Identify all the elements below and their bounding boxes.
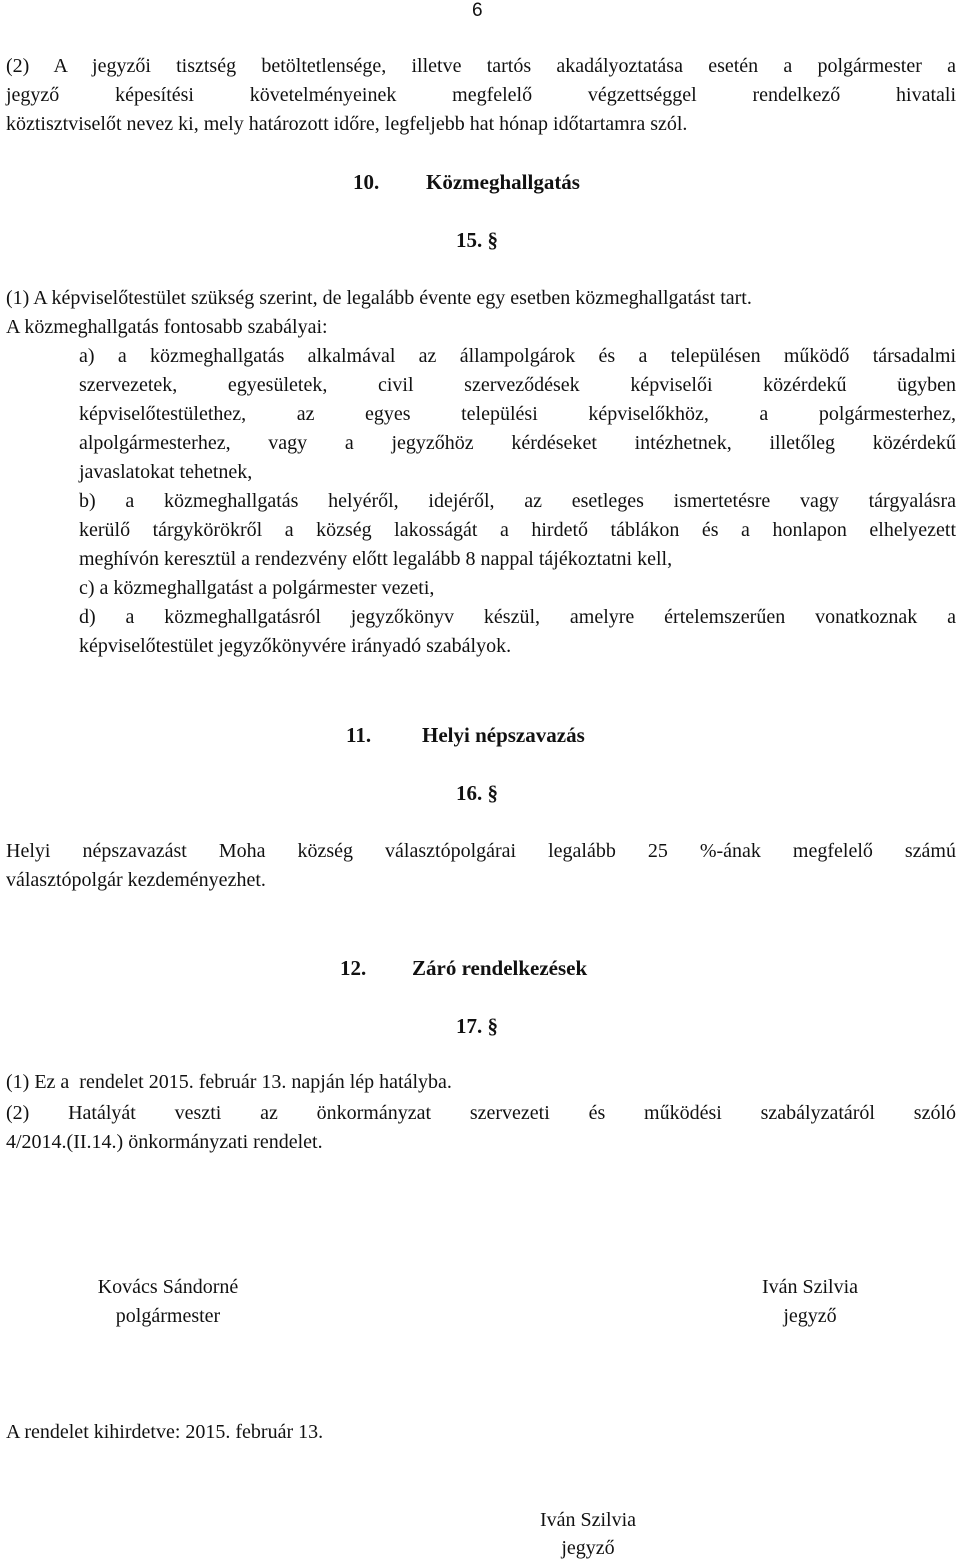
list-item-d-line-2: képviselőtestület jegyzőkönyvére irányadó szabályok. bbox=[79, 635, 512, 657]
ch10-line-2: A közmeghallgatás fontosabb szabályai: bbox=[6, 316, 328, 338]
intro-line-3: köztisztviselőt nevez ki, mely határozott időre, legfeljebb hat hónap időtartamra szól. bbox=[6, 113, 688, 135]
list-item-a-line-4: alpolgármesterhez, vagy a jegyzőhöz kérdéseket intézhetnek, illetőleg közérdekű bbox=[79, 432, 956, 454]
ch11-line-2: választópolgár kezdeményezhet. bbox=[6, 869, 266, 891]
list-item-a-line-5: javaslatokat tehetnek, bbox=[79, 461, 253, 483]
chapter-10-title: Közmeghallgatás bbox=[426, 170, 580, 194]
signature-left-role: polgármester bbox=[115, 1305, 221, 1327]
signature-left-name: Kovács Sándorné bbox=[97, 1276, 239, 1298]
ch12-line-3: 4/2014.(II.14.) önkormányzati rendelet. bbox=[6, 1131, 323, 1153]
signature-right-name: Iván Szilvia bbox=[761, 1276, 859, 1298]
list-item-b-line-3: meghívón keresztül a rendezvény előtt legalább 8 nappal tájékoztatni kell, bbox=[79, 548, 673, 570]
final-signature bbox=[518, 1508, 658, 1560]
signature-right-role: jegyző bbox=[783, 1305, 837, 1327]
chapter-10-number: 10. bbox=[353, 170, 380, 194]
ch11-line-1: Helyi népszavazást Moha község választópolgárai legalább 25 %-ának megfelelő számú bbox=[6, 840, 956, 862]
ch12-line-2: (2) Hatályát veszti az önkormányzat szervezeti és működési szabályzatáról szóló bbox=[6, 1102, 956, 1124]
intro-line-1: (2) A jegyzői tisztség betöltetlensége, illetve tartós akadályoztatása esetén a polgármester a bbox=[6, 55, 956, 77]
list-item-a-line-2: szervezetek, egyesületek, civil szerveződések képviselői közérdekű ügyben bbox=[79, 374, 956, 396]
chapter-12-title: Záró rendelkezések bbox=[412, 956, 588, 980]
page-number: 6 bbox=[472, 0, 483, 21]
final-signature-name: Iván Szilvia bbox=[539, 1509, 637, 1531]
list-item-b-line-2: kerülő tárgykörökről a község lakosságát a hirdető táblákon és a honlapon elhelyezett bbox=[79, 519, 956, 541]
list-item-d-line-1: d) a közmeghallgatásról jegyzőkönyv készül, amelyre értelemszerűen vonatkoznak a bbox=[79, 606, 956, 628]
list-item-b-line-1: b) a közmeghallgatás helyéről, idejéről, az esetleges ismertetésre vagy tárgyalásra bbox=[79, 490, 956, 512]
promulgation-line: A rendelet kihirdetve: 2015. február 13. bbox=[6, 1421, 324, 1443]
signature-right bbox=[740, 1275, 880, 1328]
signature-left bbox=[78, 1275, 258, 1328]
chapter-11-number: 11. bbox=[346, 723, 372, 747]
ch10-line-1: (1) A képviselőtestület szükség szerint, de legalább évente egy esetben közmeghallgatást tart. bbox=[6, 287, 752, 309]
ch12-line-1: (1) Ez a rendelet 2015. február 13. napján lép hatályba. bbox=[6, 1071, 452, 1093]
paragraph-17-heading: 17. § bbox=[456, 1014, 498, 1038]
intro-line-2: jegyző képesítési követelményeinek megfelelő végzettséggel rendelkező hivatali bbox=[6, 84, 956, 106]
list-item-c: c) a közmeghallgatást a polgármester vezeti, bbox=[79, 577, 435, 599]
list-item-a-line-1: a) a közmeghallgatás alkalmával az állampolgárok és a településen működő társadalmi bbox=[79, 345, 956, 367]
paragraph-16-heading: 16. § bbox=[456, 781, 498, 805]
list-item-a-line-3: képviselőtestülethez, az egyes települési képviselőkhöz, a polgármesterhez, bbox=[79, 403, 956, 425]
chapter-11-title: Helyi népszavazás bbox=[422, 723, 585, 747]
chapter-12-number: 12. bbox=[340, 956, 367, 980]
paragraph-15-heading: 15. § bbox=[456, 228, 498, 252]
final-signature-role: jegyző bbox=[561, 1537, 615, 1559]
